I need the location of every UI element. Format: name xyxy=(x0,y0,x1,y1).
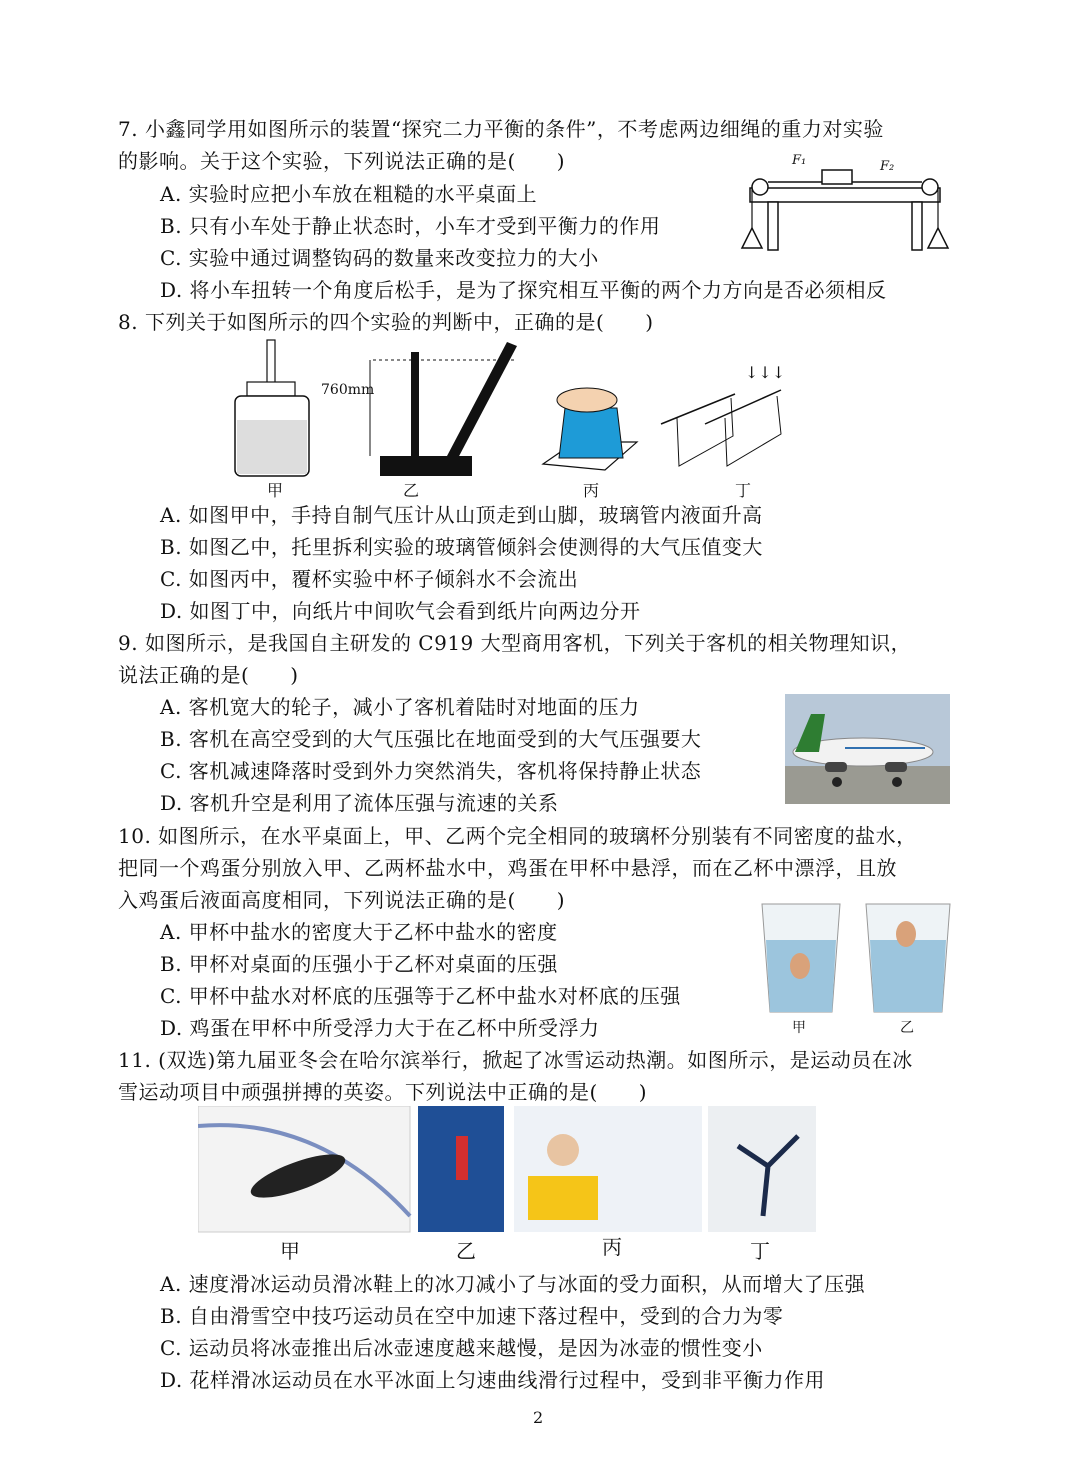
q9-stem-line2: 说法正确的是( ) xyxy=(118,663,299,687)
glass-yi-icon xyxy=(866,904,950,1012)
weight-right-icon xyxy=(928,228,948,248)
q7-option-b: B. 只有小车处于静止状态时，小车才受到平衡力的作用 xyxy=(160,214,661,238)
inverted-cup-icon xyxy=(559,408,623,458)
q8-option-b: B. 如图乙中，托里拆利实验的玻璃管倾斜会使测得的大气压值变大 xyxy=(160,535,763,559)
q8-label-bing: 丙 xyxy=(583,481,600,498)
q11-stem-line2: 雪运动项目中顽强拼搏的英姿。下列说法中正确的是( ) xyxy=(118,1080,648,1104)
q11-option-a: A. 速度滑冰运动员滑冰鞋上的冰刀减小了与冰面的受力面积，从而增大了压强 xyxy=(160,1272,866,1296)
q10-label-yi: 乙 xyxy=(900,1020,914,1036)
q10-option-c: C. 甲杯中盐水对杯底的压强等于乙杯中盐水对杯底的压强 xyxy=(160,984,681,1008)
blow-arrows-icon: ↓↓↓ xyxy=(745,363,786,382)
q10-label-jia: 甲 xyxy=(792,1020,806,1036)
q11-label-ding: 丁 xyxy=(750,1239,770,1263)
q8-four-experiments-figure xyxy=(225,338,795,498)
q8-option-d: D. 如图丁中，向纸片中间吹气会看到纸片向两边分开 xyxy=(160,599,641,623)
q11-winter-sports-photos xyxy=(198,1106,818,1264)
q10-stem-line2: 把同一个鸡蛋分别放入甲、乙两杯盐水中，鸡蛋在甲杯中悬浮，而在乙杯中漂浮，且放 xyxy=(118,856,897,880)
q11-label-bing: 丙 xyxy=(602,1235,622,1259)
q11-label-jia: 甲 xyxy=(280,1239,300,1263)
q11-option-d: D. 花样滑冰运动员在水平冰面上匀速曲线滑行过程中，受到非平衡力作用 xyxy=(160,1368,826,1392)
q9-option-b: B. 客机在高空受到的大气压强比在地面受到的大气压强要大 xyxy=(160,727,702,751)
q10-option-d: D. 鸡蛋在甲杯中所受浮力大于在乙杯中所受浮力 xyxy=(160,1016,600,1040)
q9-option-c: C. 客机减速降落时受到外力突然消失，客机将保持静止状态 xyxy=(160,759,702,783)
homemade-barometer-icon xyxy=(235,340,309,476)
q7-f2-label: F₂ xyxy=(880,159,895,174)
q11-stem-line1: 11. (双选)第九届亚冬会在哈尔滨举行，掀起了冰雪运动热潮。如图所示，是运动员在冰 xyxy=(118,1048,913,1072)
cart-icon xyxy=(822,170,852,184)
q7-option-a: A. 实验时应把小车放在粗糙的水平桌面上 xyxy=(160,182,538,206)
q11-option-b: B. 自由滑雪空中技巧运动员在空中加速下落过程中，受到的合力为零 xyxy=(160,1304,784,1328)
q8-option-a: A. 如图甲中，手持自制气压计从山顶走到山脚，玻璃管内液面升高 xyxy=(160,503,763,527)
q9-stem-line1: 9. 如图所示，是我国自主研发的 C919 大型商用客机，下列关于客机的相关物理知识， xyxy=(118,631,912,655)
torricelli-tube-icon xyxy=(411,352,419,462)
q7-stem-line1: 7. 小鑫同学用如图所示的装置“探究二力平衡的条件”，不考虑两边细绳的重力对实验 xyxy=(118,117,884,141)
egg-icon xyxy=(896,921,916,947)
q10-egg-in-salt-water-figure xyxy=(758,900,958,1036)
egg-icon xyxy=(790,953,810,979)
c919-airplane-photo xyxy=(785,694,950,804)
q7-option-c: C. 实验中通过调整钩码的数量来改变拉力的大小 xyxy=(160,246,599,270)
q9-option-a: A. 客机宽大的轮子，减小了客机着陆时对地面的压力 xyxy=(160,695,640,719)
q11-option-c: C. 运动员将冰壶推出后冰壶速度越来越慢，是因为冰壶的惯性变小 xyxy=(160,1336,763,1360)
weight-left-icon xyxy=(742,228,762,248)
q9-option-d: D. 客机升空是利用了流体压强与流速的关系 xyxy=(160,791,559,815)
q10-option-b: B. 甲杯对桌面的压强小于乙杯对桌面的压强 xyxy=(160,952,558,976)
q10-stem-line3: 入鸡蛋后液面高度相同，下列说法正确的是( ) xyxy=(118,888,566,912)
q7-option-d: D. 将小车扭转一个角度后松手，是为了探究相互平衡的两个力方向是否必须相反 xyxy=(160,278,887,302)
q8-label-yi: 乙 xyxy=(403,481,420,498)
q7-balance-apparatus-figure xyxy=(740,148,950,258)
pulley-left-icon xyxy=(752,179,768,195)
pulley-right-icon xyxy=(922,179,938,195)
q8-option-c: C. 如图丙中，覆杯实验中杯子倾斜水不会流出 xyxy=(160,567,579,591)
page-number: 2 xyxy=(533,1408,544,1427)
q7-f1-label: F₁ xyxy=(792,153,807,168)
q8-label-jia: 甲 xyxy=(267,481,284,498)
q8-label-ding: 丁 xyxy=(735,481,752,498)
q10-stem-line1: 10. 如图所示，在水平桌面上，甲、乙两个完全相同的玻璃杯分别装有不同密度的盐水， xyxy=(118,824,917,848)
glass-jia-icon xyxy=(762,904,840,1012)
q11-label-yi: 乙 xyxy=(456,1239,476,1263)
q7-stem-line2: 的影响。关于这个实验，下列说法正确的是( ) xyxy=(118,149,566,173)
q10-option-a: A. 甲杯中盐水的密度大于乙杯中盐水的密度 xyxy=(160,920,558,944)
q8-760mm-label: 760mm xyxy=(321,382,375,398)
q8-stem-line1: 8. 下列关于如图所示的四个实验的判断中，正确的是( ) xyxy=(118,310,654,334)
